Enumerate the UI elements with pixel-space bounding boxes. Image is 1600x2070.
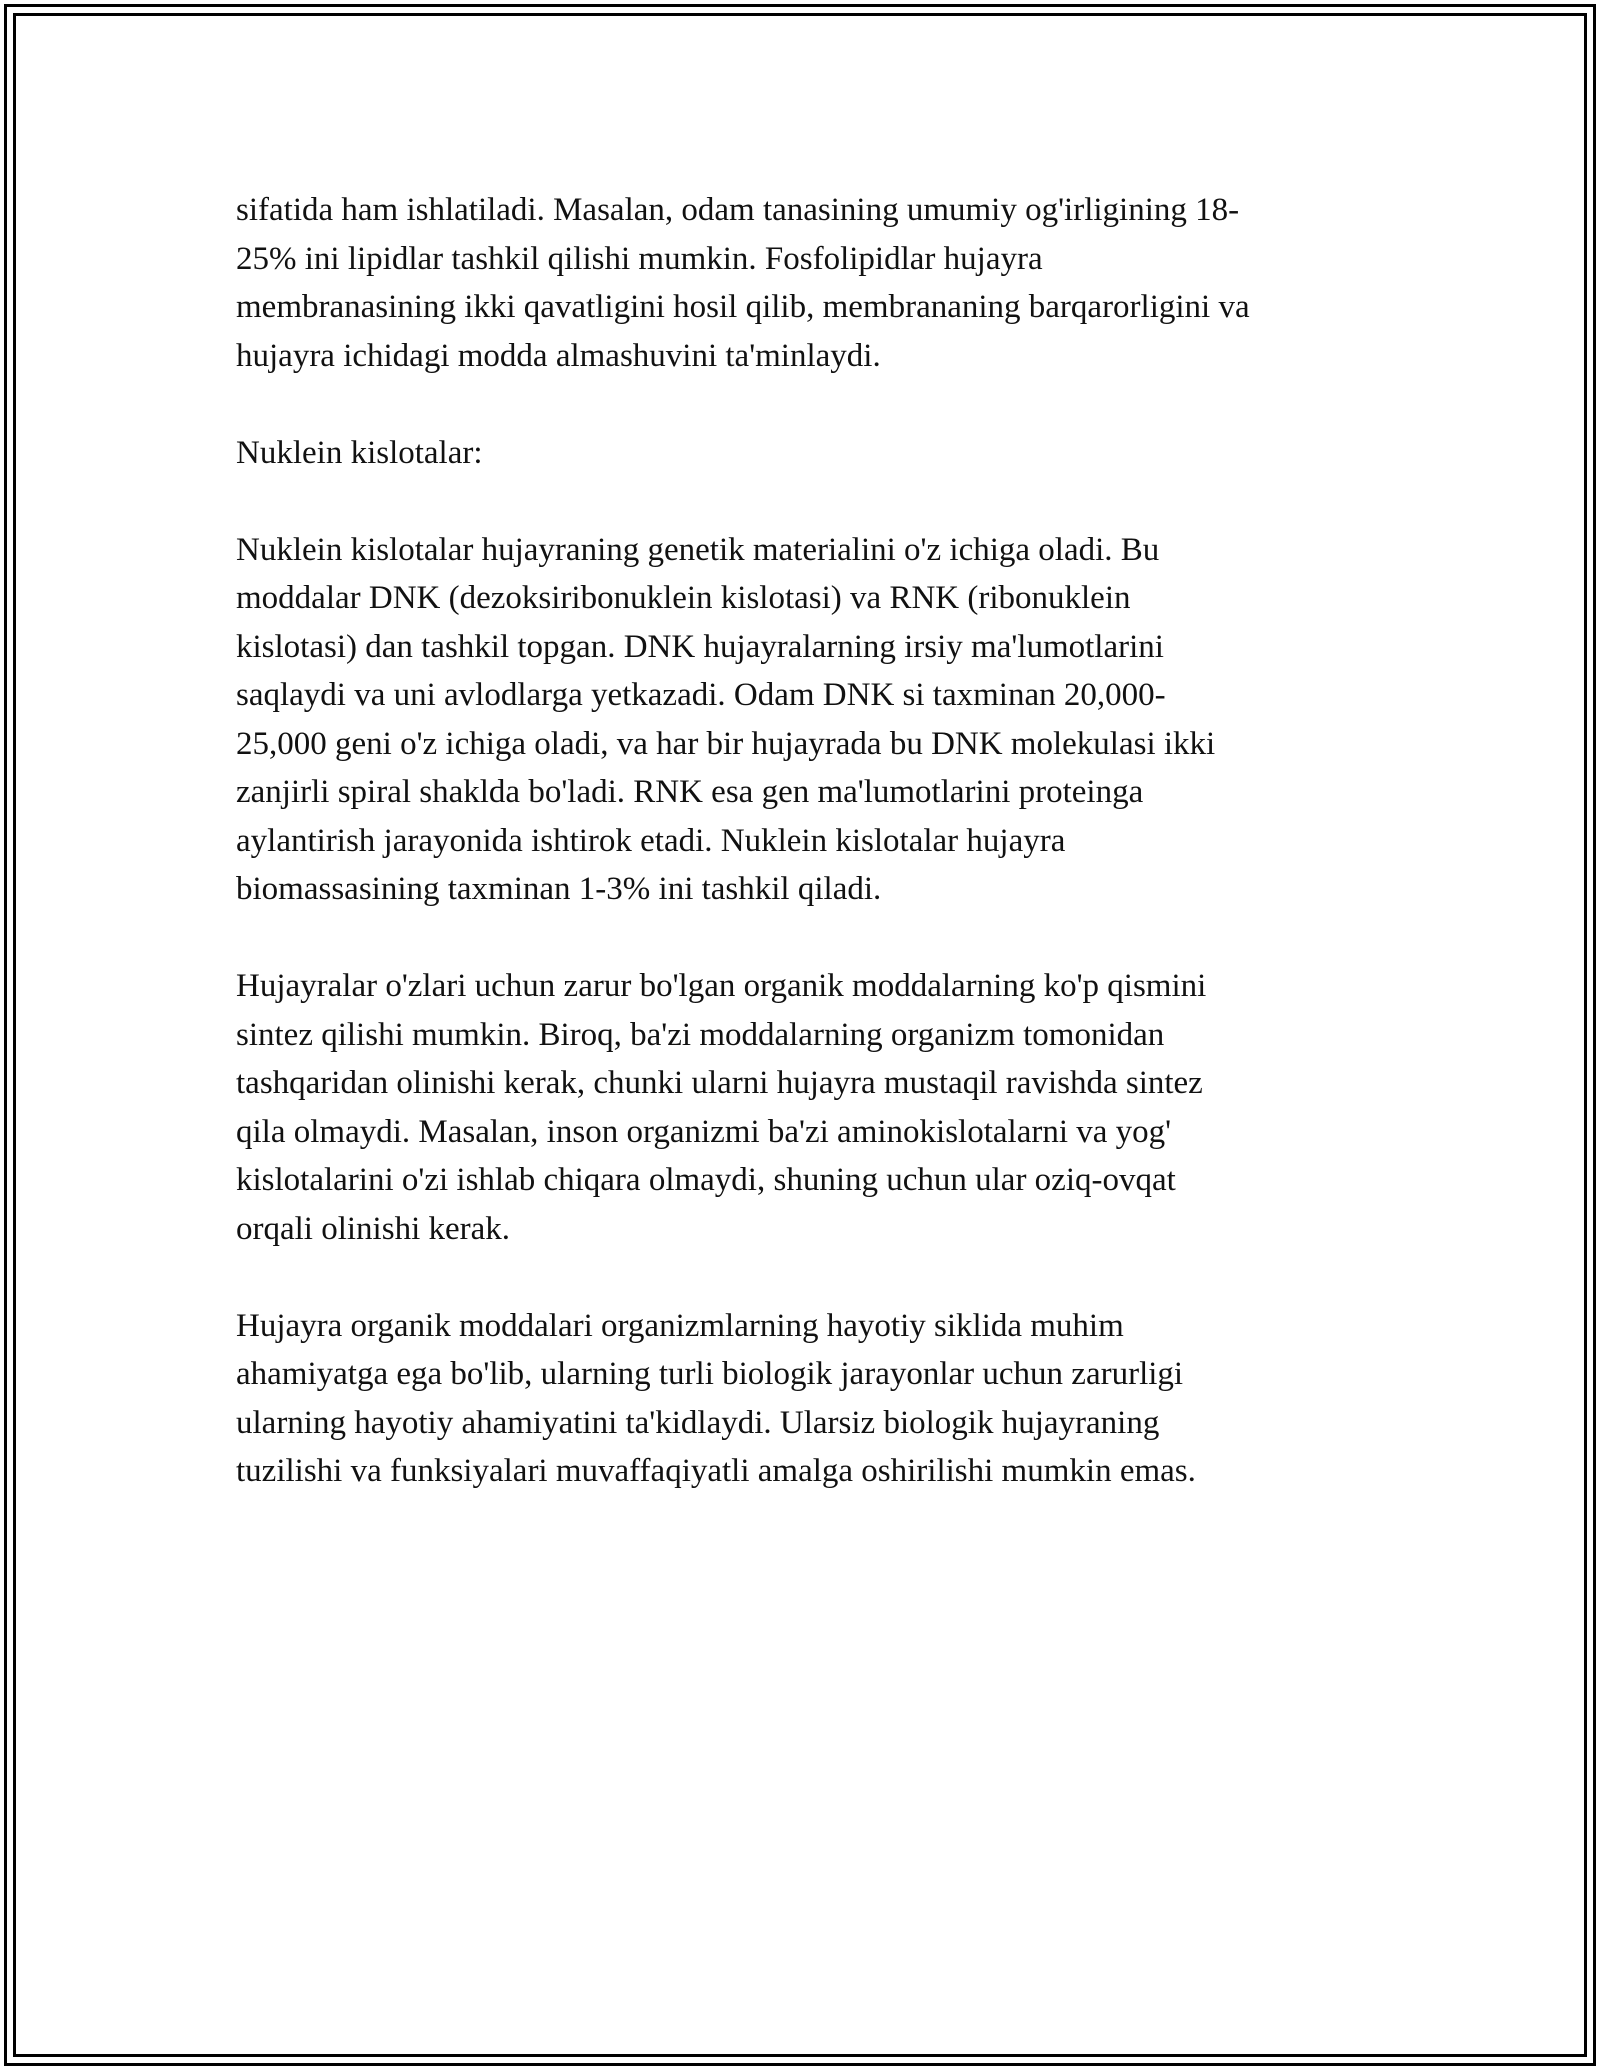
paragraph-conclusion: Hujayra organik moddalari organizmlarning hayotiy siklida muhim ahamiyatga ega bo'lib, ularning turli biologik jarayonlar uchun zarurligi ularning hayotiy ahamiyatini ta'kidlaydi. Ularsiz biologik hujayraning tuzilishi va funksiyalari muvaffaqiyatli amalga oshirilishi mumkin emas.	[236, 1307, 1196, 1489]
paragraph-synthesis: Hujayralar o'zlari uchun zarur bo'lgan organik moddalarning ko'p qismini sintez qilishi mumkin. Biroq, ba'zi moddalarning organizm tomonidan tashqaridan olinishi kerak, chunki ularni hujayra mustaqil ravishda sintez qila olmaydi. Masalan, inson organizmi ba'zi aminokislotalarni va yog' kislotalarini o'zi ishlab chiqara olmaydi, shuning uchun ular oziq-ovqat orqali olinishi kerak.	[236, 968, 1207, 1247]
document-body	[236, 186, 1376, 1544]
paragraph-lipids-continued: sifatida ham ishlatiladi. Masalan, odam tanasining umumiy og'irligining 18- 25% ini lipidlar tashkil qilishi mumkin. Fosfolipidlar hujayra membranasining ikki qavatligini hosil qilib, membrananing barqarorligini va hujayra ichidagi modda almashuvini ta'minlaydi.	[236, 192, 1250, 374]
section-heading-nucleic-acids: Nuklein kislotalar:	[236, 434, 483, 471]
paragraph-nucleic-acids: Nuklein kislotalar hujayraning genetik materialini o'z ichiga oladi. Bu moddalar DNK (dezoksiribonuklein kislotasi) va RNK (ribonuklein kislotasi) dan tashkil topgan. DNK hujayralarning irsiy ma'lumotlarini saqlaydi va uni avlodlarga yetkazadi. Odam DNK si taxminan 20,000- 25,000 geni o'z ichiga oladi, va har bir hujayrada bu DNK molekulasi ikki zanjirli spiral shaklda bo'ladi. RNK esa gen ma'lumotlarini proteinga aylantirish jarayonida ishtirok etadi. Nuklein kislotalar hujayra biomassasining taxminan 1-3% ini tashkil qiladi.	[236, 531, 1216, 907]
